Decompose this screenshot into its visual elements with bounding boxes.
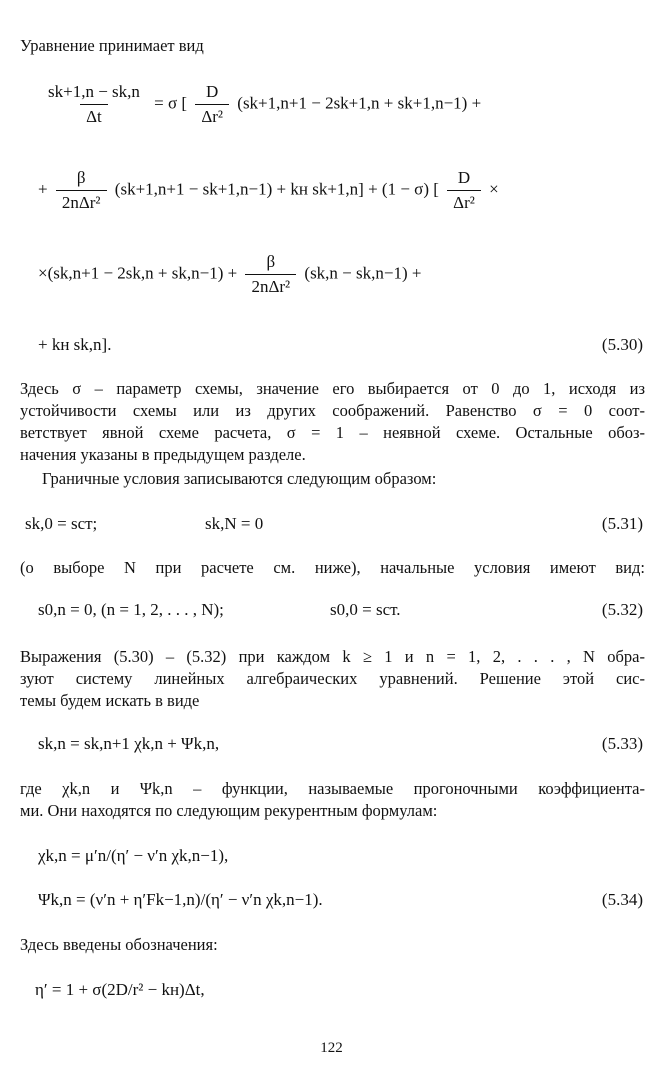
equation-5-34-line-1: χk,n = μ′n/(η′ − ν′n χk,n−1),: [38, 846, 229, 865]
equation-eta: η′ = 1 + σ(2D/r² − kн)Δt,: [35, 980, 205, 999]
equation-5-30-line-2: [38, 168, 663, 213]
para-4-line-3: темы будем искать в виде: [20, 691, 200, 710]
equation-5-30-line-3: [38, 252, 663, 297]
fraction-denominator-dr2: Δr²: [195, 104, 229, 127]
equation-number-5-31: (5.31): [601, 514, 643, 533]
equation-5-34-line-2: Ψk,n = (ν′n + η′Fk−1,n)/(η′ − ν′n χk,n−1).: [38, 890, 323, 909]
fraction-numerator-d: D: [206, 82, 219, 101]
beta-denominator: 2nΔr²: [56, 190, 107, 213]
lhs-numerator: sk+1,n − sk,n: [48, 82, 140, 101]
sigma-open: = σ [: [154, 93, 188, 113]
equation-5-32-a: s0,n = 0, (n = 1, 2, . . . , N);: [38, 600, 224, 619]
fraction-denominator-dr2-2: Δr²: [447, 190, 481, 213]
para-1-line-3: ветствует явной схеме расчета, σ = 1 – неявной схеме. Остальные обоз-: [20, 423, 645, 442]
equation-5-31-a: sk,0 = sст;: [25, 514, 98, 533]
plus-sign: +: [38, 179, 48, 199]
para-5-line-1: где χk,n и Ψk,n – функции, называемые прогоночными коэффициента-: [20, 779, 645, 798]
beta-fraction: [56, 168, 107, 213]
lhs-fraction: [42, 82, 146, 127]
eq-term-1: (sk+1,n+1 − 2sk+1,n + sk+1,n−1) +: [237, 93, 482, 113]
para-1-line-4: начения указаны в предыдущем разделе.: [20, 445, 306, 464]
equation-5-33: sk,n = sk,n+1 χk,n + Ψk,n,: [38, 734, 220, 753]
para-4-line-2: зуют систему линейных алгебраических уравнений. Решение этой сис-: [20, 669, 645, 688]
eq-term-3: ×(sk,n+1 − 2sk,n + sk,n−1) +: [38, 263, 238, 283]
fraction-numerator-d-2: D: [457, 168, 471, 187]
equation-5-30-line-1: [38, 82, 663, 127]
times-sign: ×: [489, 179, 499, 199]
para-3: (о выборе N при расчете см. ниже), начальные условия имеют вид:: [20, 558, 645, 577]
para-1-line-2: устойчивости схемы или из других соображений. Равенство σ = 0 соот-: [20, 401, 645, 420]
equation-5-31-b: sk,N = 0: [205, 514, 264, 533]
beta-numerator-2: β: [266, 252, 276, 271]
beta-denominator-2: 2nΔr²: [245, 274, 296, 297]
equation-5-30-line-4: + kн sk,n].: [38, 335, 112, 354]
equation-number-5-32: (5.32): [601, 600, 643, 619]
beta-fraction-2: [245, 252, 296, 297]
d-over-dr2-fraction-2: [447, 168, 481, 213]
eq-term-4: (sk,n − sk,n−1) +: [304, 263, 422, 283]
para-6: Здесь введены обозначения:: [20, 935, 218, 954]
para-1-line-1: Здесь σ – параметр схемы, значение его выбирается от 0 до 1, исходя из: [20, 379, 645, 398]
eq-term-2: (sk+1,n+1 − sk+1,n−1) + kн sk+1,n] + (1 − σ) [: [114, 179, 439, 199]
equation-number-5-30: (5.30): [601, 335, 643, 354]
d-over-dr2-fraction: [195, 82, 229, 127]
lhs-denominator: Δt: [80, 104, 108, 127]
para-2: Граничные условия записываются следующим образом:: [42, 469, 437, 488]
equation-number-5-33: (5.33): [601, 734, 643, 753]
equation-number-5-34: (5.34): [601, 890, 643, 909]
beta-numerator: β: [76, 168, 86, 187]
equation-5-32-b: s0,0 = sст.: [330, 600, 401, 619]
page-number: 122: [320, 1040, 343, 1056]
intro-text: Уравнение принимает вид: [20, 36, 204, 55]
para-4-line-1: Выражения (5.30) – (5.32) при каждом k ≥ 1 и n = 1, 2, . . . , N обра-: [20, 647, 645, 666]
para-5-line-2: ми. Они находятся по следующим рекурентным формулам:: [20, 801, 438, 820]
